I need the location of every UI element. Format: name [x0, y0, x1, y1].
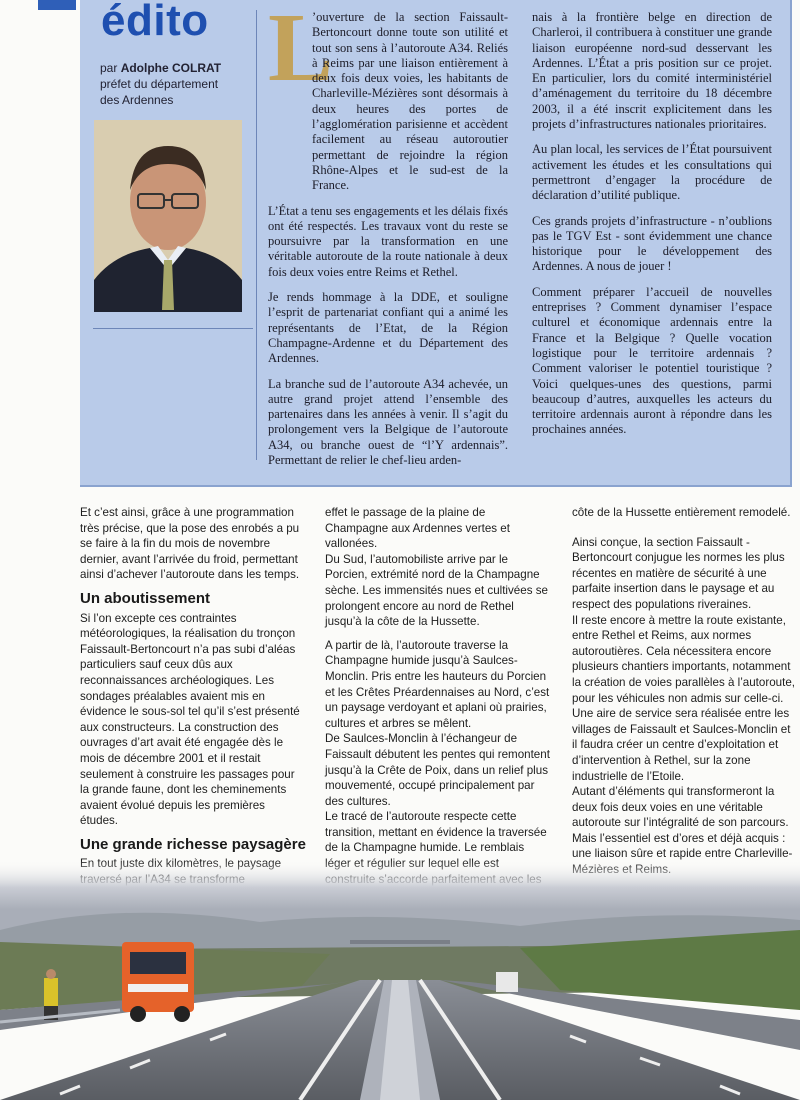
- article-paragraph: Ainsi conçue, la section Faissault - Bertoncourt conjugue les normes les plus récentes en matière de sécurité à une parfaite insertion dans le paysage et au respect des populations riveraines.: [572, 535, 785, 611]
- edito-paragraph: Comment préparer l’accueil de nouvelles entreprises ? Comment dynamiser l’espace culturel et économique ardennais entre la France et la Belgique ? Quelle vocation logistique pour le territoire ardennais ? Comment valoriser le potentiel touristique ? Voici quelques-unes des questions, parmi beaucoup d’autres, auxquelles les acteurs du territoire ardennais auront à répondre dans les prochaines années.: [532, 284, 772, 437]
- article-paragraph: Le tracé de l’autoroute respecte cette transition, mettant en évidence la traversée de la Champagne humide. Le remblais: [325, 810, 547, 855]
- column-divider: [256, 10, 257, 460]
- article-column-3: [572, 505, 796, 886]
- author-role-line-2: des Ardennes: [100, 93, 174, 107]
- edito-paragraph: Je rends hommage à la DDE, et souligne l’esprit de partenariat confiant qui a animé les représentants de l’Etat, de la Région Champagne-Ardenne et du Département des Ardennes.: [268, 290, 508, 366]
- edito-title: édito: [101, 0, 209, 45]
- article-paragraph: Il reste encore à mettre la route existante, entre Rethel et Reims, aux normes autoroutières. Cela nécessitera encore plusieurs chantiers importants, notamment la création de voies parallèles à l’autoroute, pour les véhicules non admis sur celle-ci.: [572, 613, 795, 705]
- edito-column-left: [268, 0, 508, 478]
- section-heading-richesse-paysagere: Une grande richesse paysagère: [80, 835, 306, 853]
- section-heading-aboutissement: Un aboutissement: [80, 589, 211, 607]
- article-paragraph: Si l’on excepte ces contraintes météorologiques, la réalisation du tronçon Faissault-Bertoncourt n’a pas subi d’aléas particuliers sauf ceux dûs aux reconnaissances archéologiques. Les sondages préalables avaient mis en évidence le sous-sol tel qu’il s’est présenté aux constructeurs. La construction des ouvrages d’art avait été engagée dès le mois de décembre 2001 et il restait seulement à construire les passages pour la grande faune, dont les cheminements avaient évolué depuis les premières études.: [80, 611, 300, 828]
- author-portrait-photo: [94, 120, 242, 312]
- article-paragraph: Et c’est ainsi, grâce à une programmation très précise, que la pose des enrobés a pu se faire à la fin du mois de novembre dernier, avant l’arrivée du froid, permettant ainsi d’achever l’autoroute dans les temps.: [80, 506, 300, 582]
- portrait-illustration: [94, 120, 242, 312]
- article-paragraph: A partir de là, l’autoroute traverse la Champagne humide jusqu’à Saulces-Monclin. Pris entre les hauteurs du Porcien et les Crêtes Préardennaises au Nord, c’est un paysage verdoyant et aplani où prairies, cultures et arbres se mêlent.: [325, 638, 550, 730]
- edito-paragraph: ’ouverture de la section Faissault-Bertoncourt donne toute son utilité et tout son sens à l’autoroute A34. Reliés à Reims par une liaison entièrement à deux fois deux voies, les habitants de Charleville-Mézières sont désormais à deux heures des portes de l’agglomération parisienne et accèdent facilement au réseau autoroutier permettant de rejoindre la région Rhône-Alpes et le sud-est de la France.: [312, 10, 508, 193]
- section-corner-tab: [38, 0, 76, 10]
- author-byline: [100, 60, 260, 108]
- utility-truck: [122, 942, 194, 1022]
- article-paragraph: Autant d’éléments qui transformeront la deux fois deux voies en une véritable autoroute sur l’intégralité de son parcours. Mais l’essentiel est d’ores et déjà acquis : une liaison sûre et rapide entre Charleville-: [572, 785, 793, 861]
- article-paragraph: Du Sud, l’automobiliste arrive par le Porcien, extrémité nord de la Champagne sèche. Les immensités nues et cultivées se prolongent encore au nord de Rethel jusqu’à la côte de la Hussette.: [325, 552, 548, 629]
- article-paragraph: Une aire de service sera réalisée entre les villages de Faissault et Saulces-Monclin et il faudra créer un centre d’exploitation et d’intervention à Rethel, sur la zone industrielle de l’Etoile.: [572, 707, 791, 783]
- article-paragraph: côte de la Hussette entièrement remodelé.: [572, 506, 791, 519]
- article-paragraph: effet le passage de la plaine de Champagne aux Ardennes vertes et vallonées.: [325, 506, 510, 551]
- edito-paragraph: nais à la frontière belge en direction de Charleroi, il contribuera à constituer une grande liaison européenne nord-sud desservant les Ardennes. L’État a pris position sur ce projet. En particulier, lors du comité interministériel d’aménagement du territoire du 18 décembre 2003, il a été inscrit explicitement dans les projets d’infrastructures nationales prioritaires.: [532, 10, 772, 132]
- article-paragraph: De Saulces-Monclin à l’échangeur de Faissault débutent les pentes qui remontent jusqu’à la Crête de Poix, dans un relief plus mouvementé, occupé principalement par des cultures.: [325, 732, 550, 808]
- author-name: Adolphe COLRAT: [120, 61, 222, 75]
- by-prefix: par: [100, 61, 118, 75]
- drop-cap-letter: L: [268, 0, 334, 102]
- edito-paragraph: Au plan local, les services de l’État poursuivent activement les études et les consultations qui permettront d’engager la procédure de déclaration d’utilité publique.: [532, 142, 772, 203]
- edito-column-right: [532, 10, 772, 448]
- edito-paragraph: La branche sud de l’autoroute A34 achevée, un autre grand projet attend l’ensemble des partenaires dans les années à venir. Il s’agit du prolongement vers la Belgique de l’autoroute A34, ou branche ouest de “l’Y ardennais”. Permettant de relier le chef-lieu arden-: [268, 376, 508, 468]
- edito-paragraph: L’État a tenu ses engagements et les délais fixés ont été respectés. Les travaux vont du reste se poursuivre par la transformation en une véritable autoroute de la route nationale à deux fois deux voies entre Reims et Rethel.: [268, 203, 508, 279]
- edito-paragraph: Ces grands projets d’infrastructure - n’oublions pas le TGV Est - sont évidemment une chance historique pour le développement des Ardennes. A nous de jouer !: [532, 213, 772, 274]
- author-role-line-1: préfet du département: [100, 77, 219, 91]
- highway-photograph: [0, 860, 800, 1100]
- sidebar-divider: [93, 328, 253, 329]
